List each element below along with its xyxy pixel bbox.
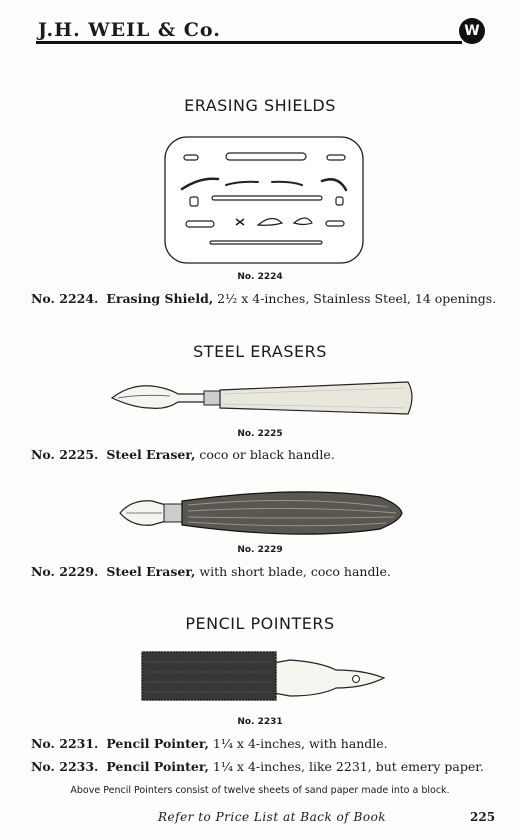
item-name: Pencil Pointer, <box>106 736 209 751</box>
item-name: Pencil Pointer, <box>106 759 209 774</box>
item-number: No. 2233. <box>31 759 99 774</box>
header-rule <box>36 41 462 44</box>
footer-text: Refer to Price List at Back of Book <box>158 810 387 824</box>
caption-2231: No. 2231 <box>237 717 283 727</box>
caption-2229: No. 2229 <box>237 545 283 555</box>
section-title-erasing-shields: ERASING SHIELDS <box>184 96 336 115</box>
steel-eraser-2229-illustration <box>118 487 408 537</box>
item-name: Erasing Shield, <box>106 291 214 306</box>
item-2229 <box>31 564 391 579</box>
item-2233 <box>31 759 484 774</box>
item-number: No. 2225. <box>31 447 99 462</box>
caption-2224: No. 2224 <box>237 272 283 282</box>
page-number: 225 <box>470 810 496 824</box>
item-detail: 1¼ x 4-inches, with handle. <box>212 736 388 751</box>
item-2231 <box>31 736 388 751</box>
pencil-pointer-illustration <box>140 648 390 708</box>
item-number: No. 2229. <box>31 564 99 579</box>
item-detail: coco or black handle. <box>199 447 335 462</box>
item-name: Steel Eraser, <box>106 564 196 579</box>
item-2224 <box>31 291 496 306</box>
item-2225 <box>31 447 335 462</box>
pencil-pointer-note: Above Pencil Pointers consist of twelve sheets of sand paper made into a block. <box>70 785 450 796</box>
company-name: J.H. WEIL & Co. <box>38 19 221 41</box>
steel-eraser-2225-illustration <box>110 374 420 424</box>
item-number: No. 2231. <box>31 736 99 751</box>
item-detail: 1¼ x 4-inches, like 2231, but emery paper. <box>212 759 484 774</box>
item-name: Steel Eraser, <box>106 447 196 462</box>
item-detail: with short blade, coco handle. <box>199 564 391 579</box>
section-title-steel-erasers: STEEL ERASERS <box>193 342 327 361</box>
company-logo: W <box>459 18 485 44</box>
caption-2225: No. 2225 <box>237 429 283 439</box>
item-number: No. 2224. <box>31 291 99 306</box>
erasing-shield-illustration <box>160 133 370 268</box>
section-title-pencil-pointers: PENCIL POINTERS <box>185 614 335 633</box>
item-detail: 2½ x 4-inches, Stainless Steel, 14 openings. <box>217 291 497 306</box>
